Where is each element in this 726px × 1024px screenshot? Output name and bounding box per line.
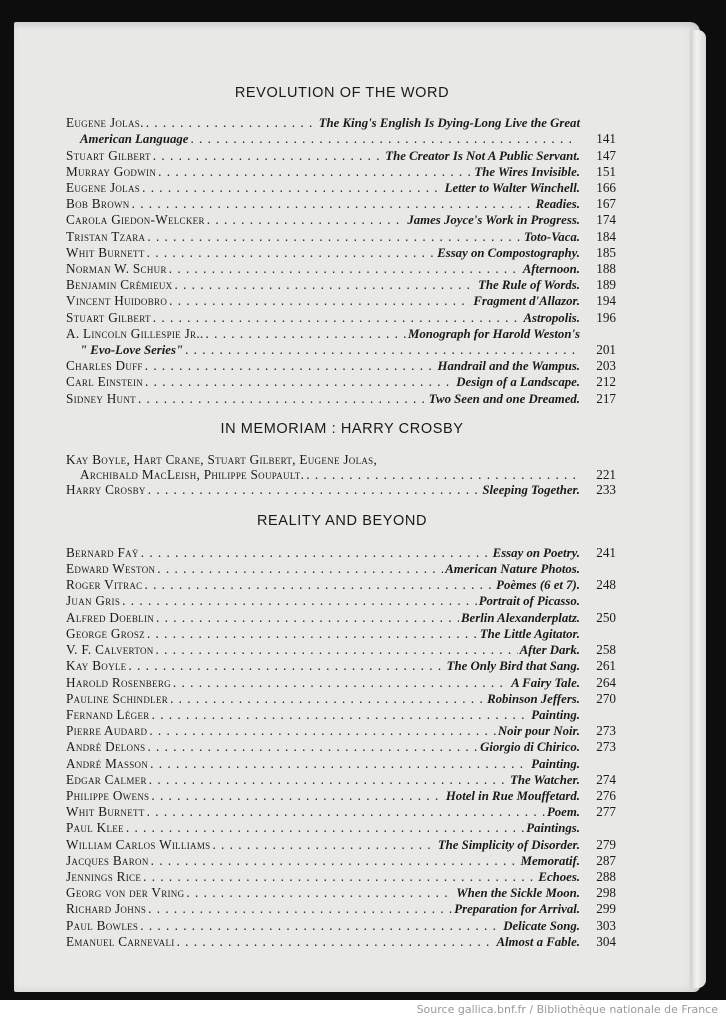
- entry-author: Georg von der Vring: [66, 885, 185, 901]
- entry-line: [66, 293, 616, 309]
- entry-title: Handrail and the Wampus.: [437, 359, 580, 374]
- entry-author: Bob Brown: [66, 196, 130, 212]
- entry-author: Whit Burnett: [66, 804, 145, 820]
- entry-title: When the Sickle Moon.: [456, 886, 580, 901]
- toc-entry: [66, 545, 616, 561]
- entry-title: Sleeping Together.: [482, 483, 580, 498]
- entry-title: Robinson Jeffers.: [487, 691, 580, 706]
- entry-line: [66, 642, 616, 658]
- entry-line: [66, 164, 616, 180]
- toc-entry: [66, 261, 616, 277]
- dot-leader: [148, 482, 481, 497]
- dot-leader: [157, 561, 443, 576]
- page-number: 303: [596, 917, 616, 933]
- toc-entry: [66, 626, 616, 642]
- entry-title: Memoratif.: [520, 853, 580, 868]
- dot-leader: [143, 869, 536, 884]
- entry-line: [66, 391, 616, 407]
- entry-title: Almost a Fable.: [496, 934, 580, 949]
- entry-line: [66, 545, 616, 561]
- dot-leader: [206, 326, 407, 341]
- toc-entry: [66, 229, 616, 245]
- toc-entry: [66, 374, 616, 390]
- entry-title: American Language: [80, 132, 189, 147]
- entry-author: Roger Vitrac: [66, 577, 143, 593]
- dot-leader: [158, 164, 472, 179]
- entry-title: Letter to Walter Winchell.: [444, 181, 580, 196]
- page-number: 174: [596, 212, 616, 228]
- page-number: 221: [596, 467, 616, 483]
- toc-entry: [66, 675, 616, 691]
- entry-title: The Wires Invisible.: [474, 164, 580, 179]
- entry-author: Harold Rosenberg: [66, 674, 171, 690]
- page-number: 201: [596, 342, 616, 358]
- toc-entry: [66, 326, 616, 358]
- entry-line: [66, 358, 616, 374]
- entry-title-part: The King's English Is Dying-Long Live the Great: [318, 116, 580, 131]
- toc-entry: [66, 245, 616, 261]
- page-number: 147: [596, 147, 616, 163]
- entry-line: [66, 820, 616, 836]
- entry-line: [66, 739, 616, 755]
- toc-entry: [66, 739, 616, 755]
- toc-entry: [66, 310, 616, 326]
- page-number: 298: [596, 885, 616, 901]
- table-of-contents: [66, 86, 616, 950]
- toc-entry: [66, 788, 616, 804]
- entry-title: Giorgio di Chirico.: [480, 740, 580, 755]
- entry-line: [66, 804, 616, 820]
- dot-leader: [145, 358, 436, 373]
- dot-leader: [149, 772, 508, 787]
- dot-leader: [146, 115, 317, 130]
- page-number: 274: [596, 771, 616, 787]
- dot-leader: [147, 804, 545, 819]
- section-title: REVOLUTION OF THE WORD: [234, 85, 450, 101]
- entry-title: James Joyce's Work in Progress.: [407, 213, 580, 228]
- toc-entry: [66, 885, 616, 901]
- toc-entry: [66, 593, 616, 609]
- entry-author: Paul Klee: [66, 820, 124, 836]
- entry-title: Echoes.: [538, 869, 580, 884]
- dot-leader: [142, 180, 443, 195]
- entry-author: Stuart Gilbert: [66, 309, 151, 325]
- entry-line: [66, 901, 616, 917]
- dot-leader: [156, 610, 459, 625]
- entry-line: [66, 756, 616, 772]
- entry-line: [66, 626, 616, 642]
- page-number: 203: [596, 358, 616, 374]
- entry-author: Philippe Owens: [66, 787, 150, 803]
- toc-entry: [66, 934, 616, 950]
- page-number: 212: [596, 374, 616, 390]
- entry-author: Fernand Léger: [66, 706, 150, 722]
- entry-author: Pierre Audard: [66, 723, 148, 739]
- page-number: 264: [596, 674, 616, 690]
- entry-author: Kay Boyle, Hart Crane, Stuart Gilbert, Eugene Jolas,: [66, 452, 378, 468]
- entry-author: V. F. Calverton: [66, 642, 154, 658]
- entry-author: A. Lincoln Gillespie Jr..: [66, 325, 204, 341]
- entry-author: Jacques Baron: [66, 852, 149, 868]
- entry-line: [66, 277, 616, 293]
- toc-entry: [66, 658, 616, 674]
- dot-leader: [153, 148, 384, 163]
- entry-author: Jennings Rice: [66, 868, 142, 884]
- source-credit: Source gallica.bnf.fr / Bibliothèque nationale de France: [416, 1003, 718, 1016]
- entry-title: After Dark.: [519, 643, 580, 658]
- page-number: 250: [596, 609, 616, 625]
- page-number: 185: [596, 244, 616, 260]
- dot-leader: [207, 212, 406, 227]
- toc-entry: [66, 837, 616, 853]
- entry-first-line: [66, 115, 616, 131]
- page-number: 167: [596, 196, 616, 212]
- page-number: 273: [596, 739, 616, 755]
- entry-line: [66, 593, 616, 609]
- entry-line: [66, 610, 616, 626]
- page-number: 258: [596, 642, 616, 658]
- dot-leader: [177, 934, 495, 949]
- entry-author: Sidney Hunt: [66, 390, 136, 406]
- entry-line: [66, 261, 616, 277]
- entry-title: The Little Agitator.: [479, 626, 580, 641]
- entry-line: [66, 691, 616, 707]
- dot-leader: [156, 642, 518, 657]
- entry-line: [66, 148, 616, 164]
- entry-title: Two Seen and one Dreamed.: [428, 391, 580, 406]
- toc-entry: [66, 391, 616, 407]
- entry-line: [66, 772, 616, 788]
- page-number: 189: [596, 277, 616, 293]
- page-number: 277: [596, 804, 616, 820]
- dot-leader: [151, 788, 443, 803]
- page-number: 273: [596, 723, 616, 739]
- entry-author: Juan Gris: [66, 593, 121, 609]
- entry-title: The Rule of Words.: [478, 278, 580, 293]
- entry-first-line: [66, 326, 616, 342]
- toc-entry: [66, 901, 616, 917]
- entry-title: The Simplicity of Disorder.: [437, 837, 580, 852]
- entry-title: A Fairy Tale.: [511, 675, 580, 690]
- entry-line: [66, 212, 616, 228]
- page-number: 217: [596, 390, 616, 406]
- entry-title: Essay on Poetry.: [492, 545, 580, 560]
- page-number: 279: [596, 836, 616, 852]
- dot-leader: [148, 901, 452, 916]
- section-title: IN MEMORIAM : HARRY CROSBY: [220, 420, 464, 437]
- toc-entry: [66, 772, 616, 788]
- dot-leader: [306, 467, 578, 482]
- entry-title: Hotel in Rue Mouffetard.: [445, 788, 580, 803]
- dot-leader: [151, 853, 519, 868]
- toc-entry: [66, 707, 616, 723]
- entry-line: [66, 918, 616, 934]
- toc-entry: [66, 561, 616, 577]
- toc-entry: [66, 691, 616, 707]
- entry-line: [66, 482, 616, 498]
- entry-author: Archibald MacLeish, Philippe Soupault.: [80, 467, 305, 483]
- entry-line: [66, 229, 616, 245]
- entry-title: Paintings.: [526, 821, 580, 836]
- dot-leader: [170, 691, 485, 706]
- dot-leader: [150, 756, 529, 771]
- page-number: 151: [596, 163, 616, 179]
- entry-author: Kay Boyle: [66, 658, 127, 674]
- toc-entry: [66, 577, 616, 593]
- section-entries: [66, 115, 616, 407]
- entry-author: André Masson: [66, 755, 149, 771]
- dot-leader: [144, 577, 494, 592]
- dot-leader: [153, 310, 522, 325]
- toc-entry: [66, 115, 616, 147]
- entry-line: [66, 196, 616, 212]
- entry-author: William Carlos Williams: [66, 836, 211, 852]
- entry-title: Preparation for Arrival.: [454, 902, 580, 917]
- entry-line: [66, 561, 616, 577]
- page-number: 233: [596, 482, 616, 498]
- page-number: 276: [596, 787, 616, 803]
- toc-entry: [66, 723, 616, 739]
- dot-leader: [174, 277, 476, 292]
- entry-line: [66, 934, 616, 950]
- entry-title: The Creator Is Not A Public Servant.: [385, 148, 580, 163]
- page-number: 194: [596, 293, 616, 309]
- toc-entry: [66, 277, 616, 293]
- entry-author: Carl Einstein: [66, 374, 144, 390]
- entry-author: George Grosz: [66, 625, 145, 641]
- page-number: 304: [596, 933, 616, 949]
- entry-title: Fragment d'Allazor.: [473, 294, 580, 309]
- dot-leader: [186, 885, 454, 900]
- entry-author: Alfred Doeblin: [66, 609, 155, 625]
- entry-line: [66, 707, 616, 723]
- entry-line: [66, 869, 616, 885]
- toc-entry: [66, 293, 616, 309]
- dot-leader: [169, 261, 521, 276]
- entry-author: Harry Crosby: [66, 482, 146, 498]
- entry-title: Noir pour Noir.: [497, 724, 580, 739]
- entry-title: Essay on Compostography.: [437, 245, 580, 260]
- entry-author: Tristan Tzara: [66, 228, 146, 244]
- page-number: 184: [596, 228, 616, 244]
- entry-author: Richard Johns: [66, 901, 147, 917]
- section-entries: [66, 545, 616, 950]
- entry-title: Readies.: [535, 197, 580, 212]
- dot-leader: [149, 723, 496, 738]
- entry-line: [66, 837, 616, 853]
- dot-leader: [169, 293, 471, 308]
- entry-author: Charles Duff: [66, 358, 143, 374]
- entry-author: Whit Burnett: [66, 244, 145, 260]
- entry-line: [66, 723, 616, 739]
- entry-author: Vincent Huidobro: [66, 293, 168, 309]
- dot-leader: [152, 707, 530, 722]
- toc-entry: [66, 482, 616, 498]
- toc-entry: [66, 358, 616, 374]
- entry-author: André Delons: [66, 739, 146, 755]
- toc-entry: [66, 148, 616, 164]
- toc-entry: [66, 180, 616, 196]
- entry-author: Edgar Calmer: [66, 771, 147, 787]
- entry-title: Painting.: [531, 707, 580, 722]
- page-number: 270: [596, 690, 616, 706]
- page-edge: [690, 30, 706, 988]
- page-number: 299: [596, 901, 616, 917]
- entry-line: [66, 131, 616, 147]
- toc-entry: [66, 642, 616, 658]
- dot-leader: [138, 391, 427, 406]
- entry-title: The Only Bird that Sang.: [446, 659, 580, 674]
- page-number: 288: [596, 868, 616, 884]
- entry-line: [66, 853, 616, 869]
- entry-line: [66, 310, 616, 326]
- entry-author: Murray Godwin: [66, 163, 157, 179]
- dot-leader: [190, 131, 578, 146]
- entry-title: Toto-Vaca.: [523, 229, 580, 244]
- dot-leader: [212, 837, 435, 852]
- dot-leader: [147, 626, 478, 641]
- entry-title: Poèmes (6 et 7).: [496, 578, 580, 593]
- toc-entry: [66, 212, 616, 228]
- entry-title: American Nature Photos.: [445, 562, 580, 577]
- entry-author: Benjamin Crémieux: [66, 277, 173, 293]
- dot-leader: [147, 739, 478, 754]
- toc-entry: [66, 853, 616, 869]
- entry-title-part: Monograph for Harold Weston's: [408, 326, 580, 341]
- dot-leader: [128, 658, 444, 673]
- toc-entry: [66, 196, 616, 212]
- entry-title: Afternoon.: [522, 262, 580, 277]
- dot-leader: [147, 229, 522, 244]
- entry-line: [66, 788, 616, 804]
- page-number: 287: [596, 852, 616, 868]
- entry-title: Astropolis.: [523, 310, 580, 325]
- page-number: 241: [596, 544, 616, 560]
- entry-author: Edward Weston: [66, 561, 156, 577]
- entry-author: Paul Bowles: [66, 917, 139, 933]
- entry-author: Stuart Gilbert: [66, 147, 151, 163]
- entry-title: " Evo-Love Series": [80, 343, 184, 358]
- entry-first-line: [66, 452, 616, 467]
- toc-entry: [66, 610, 616, 626]
- entry-title: Portrait of Picasso.: [478, 594, 580, 609]
- page-number: 261: [596, 658, 616, 674]
- entry-line: [66, 658, 616, 674]
- toc-entry: [66, 164, 616, 180]
- dot-leader: [140, 918, 501, 933]
- entry-author: Emanuel Carnevali: [66, 933, 175, 949]
- toc-entry: [66, 869, 616, 885]
- entry-line: [66, 374, 616, 390]
- toc-entry: [66, 804, 616, 820]
- dot-leader: [147, 245, 436, 260]
- entry-author: Bernard Faÿ: [66, 544, 139, 560]
- entry-line: [66, 577, 616, 593]
- dot-leader: [185, 342, 578, 357]
- entry-author: Carola Giedon-Welcker: [66, 212, 205, 228]
- dot-leader: [122, 593, 477, 608]
- entry-title: Poem.: [546, 805, 580, 820]
- entry-title: Design of a Landscape.: [456, 375, 580, 390]
- dot-leader: [132, 196, 534, 211]
- entry-title: Berlin Alexanderplatz.: [461, 610, 580, 625]
- entry-title: Painting.: [531, 756, 580, 771]
- toc-entry: [66, 820, 616, 836]
- entry-line: [66, 245, 616, 261]
- entry-title: Delicate Song.: [503, 918, 580, 933]
- entry-line: [66, 180, 616, 196]
- dot-leader: [145, 374, 454, 389]
- page-number: 248: [596, 577, 616, 593]
- entry-line: [66, 885, 616, 901]
- section-entries: [66, 452, 616, 499]
- page-number: 196: [596, 309, 616, 325]
- entry-line: [66, 675, 616, 691]
- toc-entry: [66, 452, 616, 482]
- page-number: 141: [596, 131, 616, 147]
- entry-author: Pauline Schindler: [66, 690, 169, 706]
- page-number: 188: [596, 261, 616, 277]
- entry-title: The Watcher.: [510, 772, 580, 787]
- dot-leader: [141, 545, 491, 560]
- page-number: 166: [596, 180, 616, 196]
- dot-leader: [173, 675, 509, 690]
- dot-leader: [126, 820, 524, 835]
- entry-line: [66, 467, 616, 482]
- entry-author: Eugene Jolas.: [66, 115, 144, 131]
- entry-author: Norman W. Schur: [66, 261, 167, 277]
- section-title: REALITY AND BEYOND: [256, 512, 428, 529]
- toc-entry: [66, 918, 616, 934]
- toc-entry: [66, 756, 616, 772]
- entry-author: Eugene Jolas: [66, 180, 141, 196]
- entry-line: [66, 342, 616, 358]
